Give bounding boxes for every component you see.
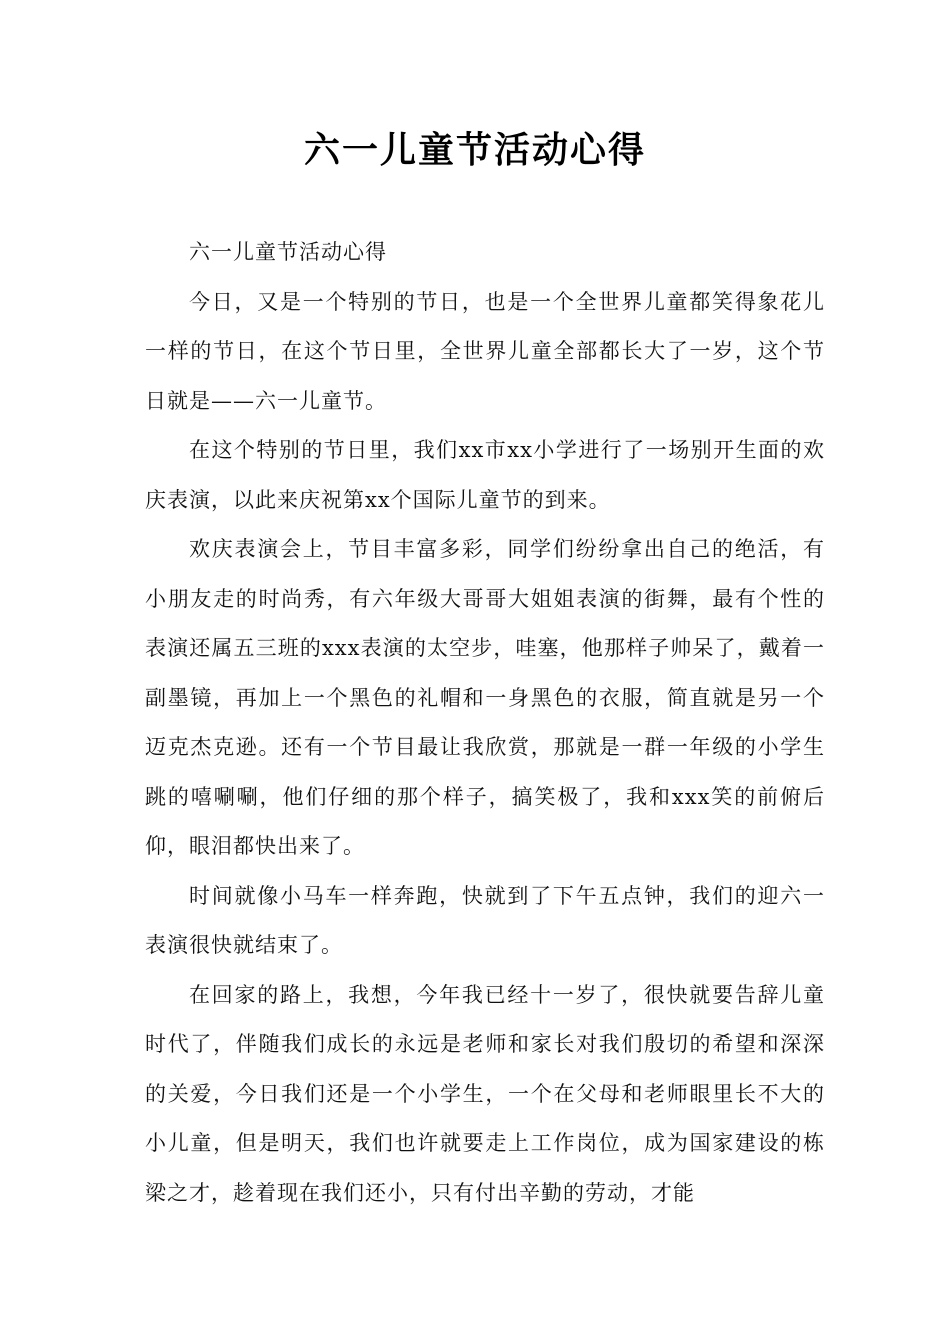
paragraph: 欢庆表演会上，节目丰富多彩，同学们纷纷拿出自己的绝活，有小朋友走的时尚秀，有六年级大哥哥大姐姐表演的街舞，最有个性的表演还属五三班的xxx表演的太空步，哇塞，他那样子帅呆了，戴着一副墨镜，再加上一个黑色的礼帽和一身黑色的衣服，简直就是另一个迈克杰克逊。还有一个节目最让我欣赏，那就是一群一年级的小学生跳的嘻唰唰，他们仔细的那个样子，搞笑极了，我和xxx笑的前俯后仰，眼泪都快出来了。 [145, 537, 825, 858]
paragraph: 在回家的路上，我想，今年我已经十一岁了，很快就要告辞儿童时代了，伴随我们成长的永远是老师和家长对我们殷切的希望和深深的关爱，今日我们还是一个小学生，一个在父母和老师眼里长不大的小儿童，但是明天，我们也许就要走上工作岗位，成为国家建设的栋梁之才，趁着现在我们还小，只有付出辛勤的劳动，才能 [145, 982, 825, 1205]
paragraph-subtitle: 六一儿童节活动心得 [189, 240, 387, 264]
paragraph: 今日，又是一个特别的节日，也是一个全世界儿童都笑得象花儿一样的节日，在这个节日里，全世界儿童全部都长大了一岁，这个节日就是——六一儿童节。 [145, 289, 825, 413]
document-title: 六一儿童节活动心得 [303, 130, 646, 171]
document-body [145, 228, 825, 1218]
paragraph: 时间就像小马车一样奔跑，快就到了下午五点钟，我们的迎六一表演很快就结束了。 [145, 883, 825, 957]
paragraph: 在这个特别的节日里，我们xx市xx小学进行了一场别开生面的欢庆表演，以此来庆祝第xx个国际儿童节的到来。 [145, 438, 825, 512]
